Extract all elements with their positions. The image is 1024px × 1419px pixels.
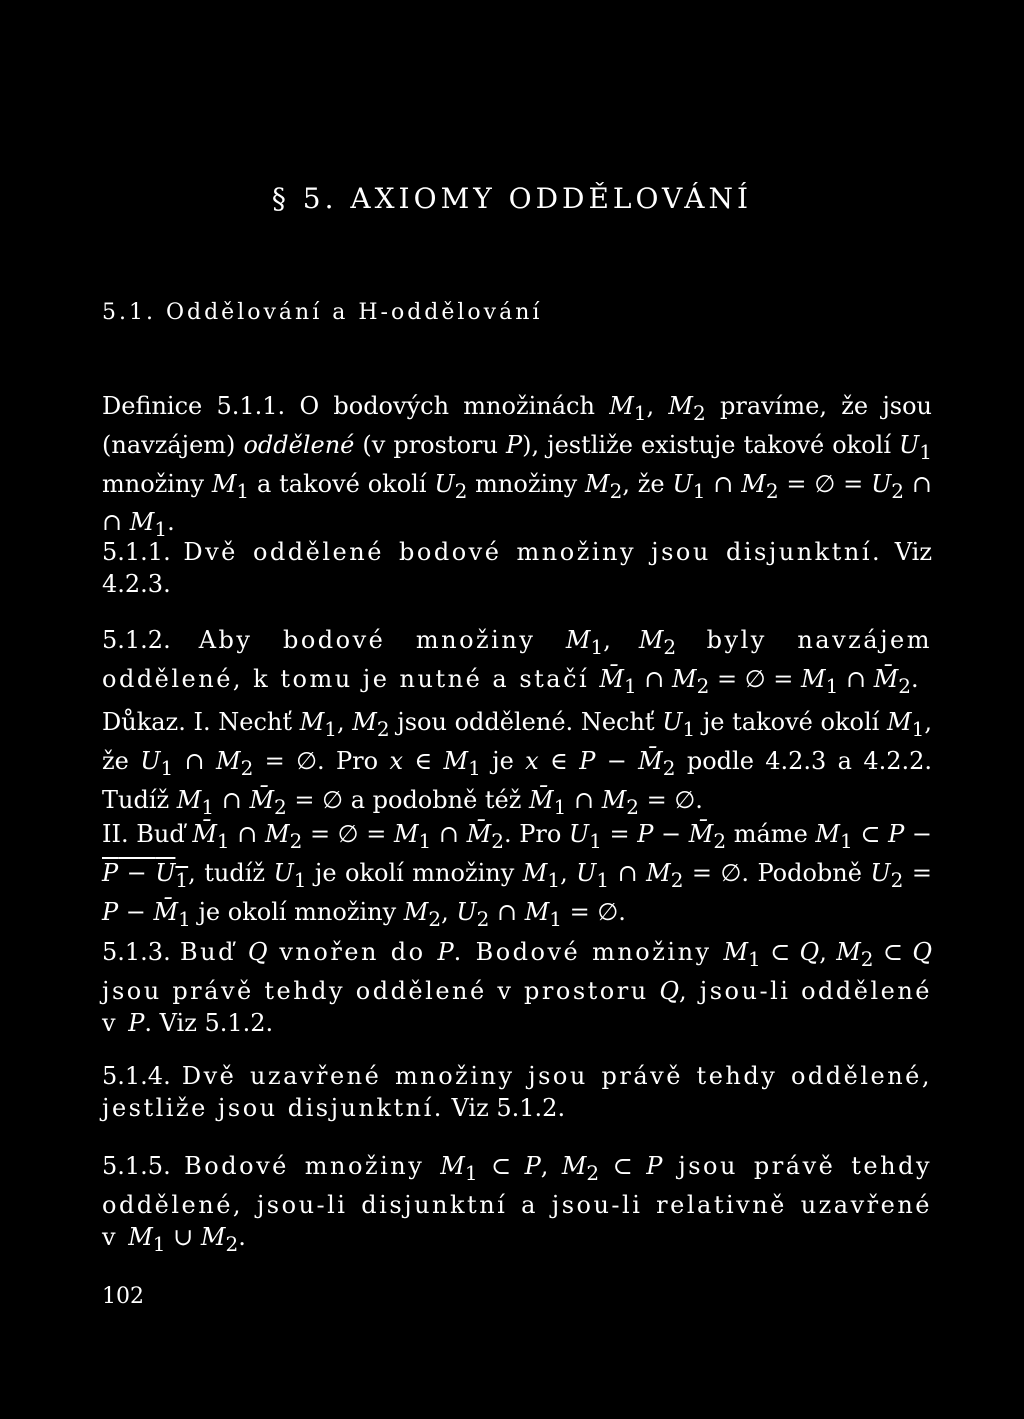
page-number: 102: [102, 1284, 144, 1309]
chapter-title: § 5. AXIOMY ODDĚLOVÁNÍ: [271, 182, 753, 215]
definition-5-1-1: Definice 5.1.1. O bodových množinách $M_1$, $M_2$ pravíme, že jsou (navzájem) oddělené (v prostoru P), jestliže existuje takové okolí $U_1$ množiny $M_1$ a takové okolí $U_2$ množiny $M_2$, že $U_1$ ∩ $M_2$ = ∅ = $U_2$ ∩ ∩ $M_1$.: [102, 392, 932, 542]
proof-part-2: II. Buď $M̄_1$ ∩ $M_2$ = ∅ = $M_1$ ∩ $M̄_2$. Pro $U_1 = P$ − $M̄_2$ máme $M_1$ ⊂ $P - P - U_1$, tudíž $U_1$ je okolí množiny $M_1$, $U_1$ ∩ $M_2$ = ∅. Podobně $U_2 = P$ − $M̄_1$ je okolí množiny $M_2$, $U_2$ ∩ $M_1$ = ∅.: [102, 820, 932, 931]
paragraph-5-1-1: 5.1.1. Dvě oddělené bodové množiny jsou disjunktní. Viz 4.2.3.: [102, 538, 932, 598]
definition-label: Definice 5.1.1.: [102, 392, 286, 420]
proof: Důkaz. I. Nechť $M_1$, $M_2$ jsou oddělené. Nechť $U_1$ je takové okolí $M_1$, že $U_1$ ∩ $M_2$ = ∅. Pro x ∈ $M_1$ je x ∈ $P - M̄_2$ podle 4.2.3 a 4.2.2. Tudíž $M_1$ ∩ $M̄_2$ = ∅ a podobně též $M̄_1$ ∩ $M_2$ = ∅.: [102, 708, 933, 819]
paragraph-5-1-3: 5.1.3. Buď Q vnořen do P. Bodové množiny $M_1$ ⊂ Q, $M_2$ ⊂ Q jsou právě tehdy oddělené v prostoru Q, jsou-li oddělené v P. Viz 5.1.2.: [102, 938, 932, 1037]
section-heading: 5.1. Oddělování a H-oddělování: [102, 300, 543, 325]
defined-term: oddělené: [243, 430, 355, 459]
paragraph-5-1-5: 5.1.5. Bodové množiny $M_1$ ⊂ P, $M_2$ ⊂ P jsou právě tehdy oddělené, jsou-li disjunktní a jsou-li relativně uzavřené v $M_1$ ∪ $M_2$.: [102, 1152, 933, 1256]
paragraph-5-1-4: 5.1.4. Dvě uzavřené množiny jsou právě tehdy oddělené, jestliže jsou disjunktní. Viz 5.1.2.: [102, 1062, 932, 1122]
paragraph-5-1-2: 5.1.2. Aby bodové množiny $M_1$, $M_2$ byly navzájem oddělené, k tomu je nutné a stačí $M̄_1$ ∩ $M_2$ = ∅ = $M_1$ ∩ $M̄_2$.: [102, 626, 933, 698]
